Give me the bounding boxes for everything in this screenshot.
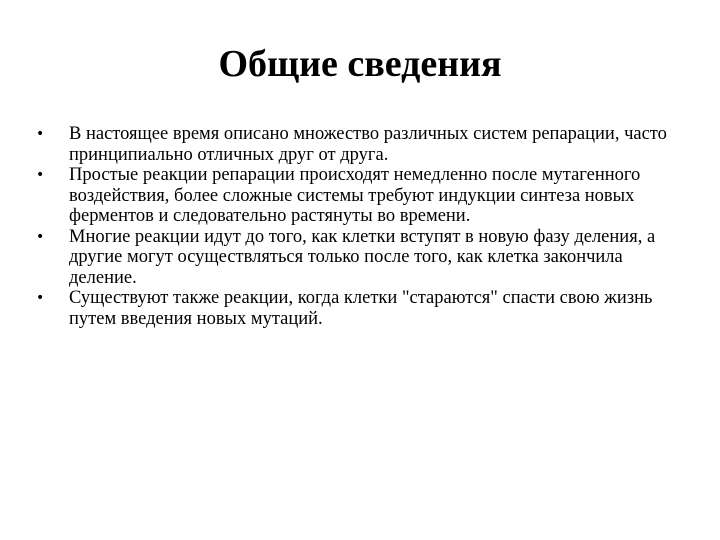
bullet-text: Простые реакции репарации происходят немедленно после мутагенного воздействия, более сложные системы требуют индукции синтеза новых ферментов и следовательно растянуты во времени. — [69, 165, 641, 226]
bullet-item — [36, 165, 686, 227]
slide-title: Общие сведения — [218, 43, 502, 85]
bullet-item — [36, 124, 686, 165]
bullet-dot-icon: • — [36, 126, 45, 142]
bullet-dot-icon: • — [36, 290, 45, 306]
bullet-text: Существуют также реакции, когда клетки "стараются" спасти свою жизнь путем введения новых мутаций. — [69, 288, 653, 329]
bullet-item — [36, 288, 686, 329]
bullet-dot-icon: • — [36, 167, 45, 183]
bullet-item — [36, 227, 686, 289]
bullet-text: Многие реакции идут до того, как клетки вступят в новую фазу деления, а другие могут осуществляться только после того, как клетка закончила деление. — [69, 226, 656, 288]
bullet-dot-icon: • — [36, 228, 45, 245]
bullet-text: В настоящее время описано множество различных систем репарации, часто принципиально отличных друг от друга. — [69, 124, 667, 165]
bullet-list — [36, 124, 686, 329]
